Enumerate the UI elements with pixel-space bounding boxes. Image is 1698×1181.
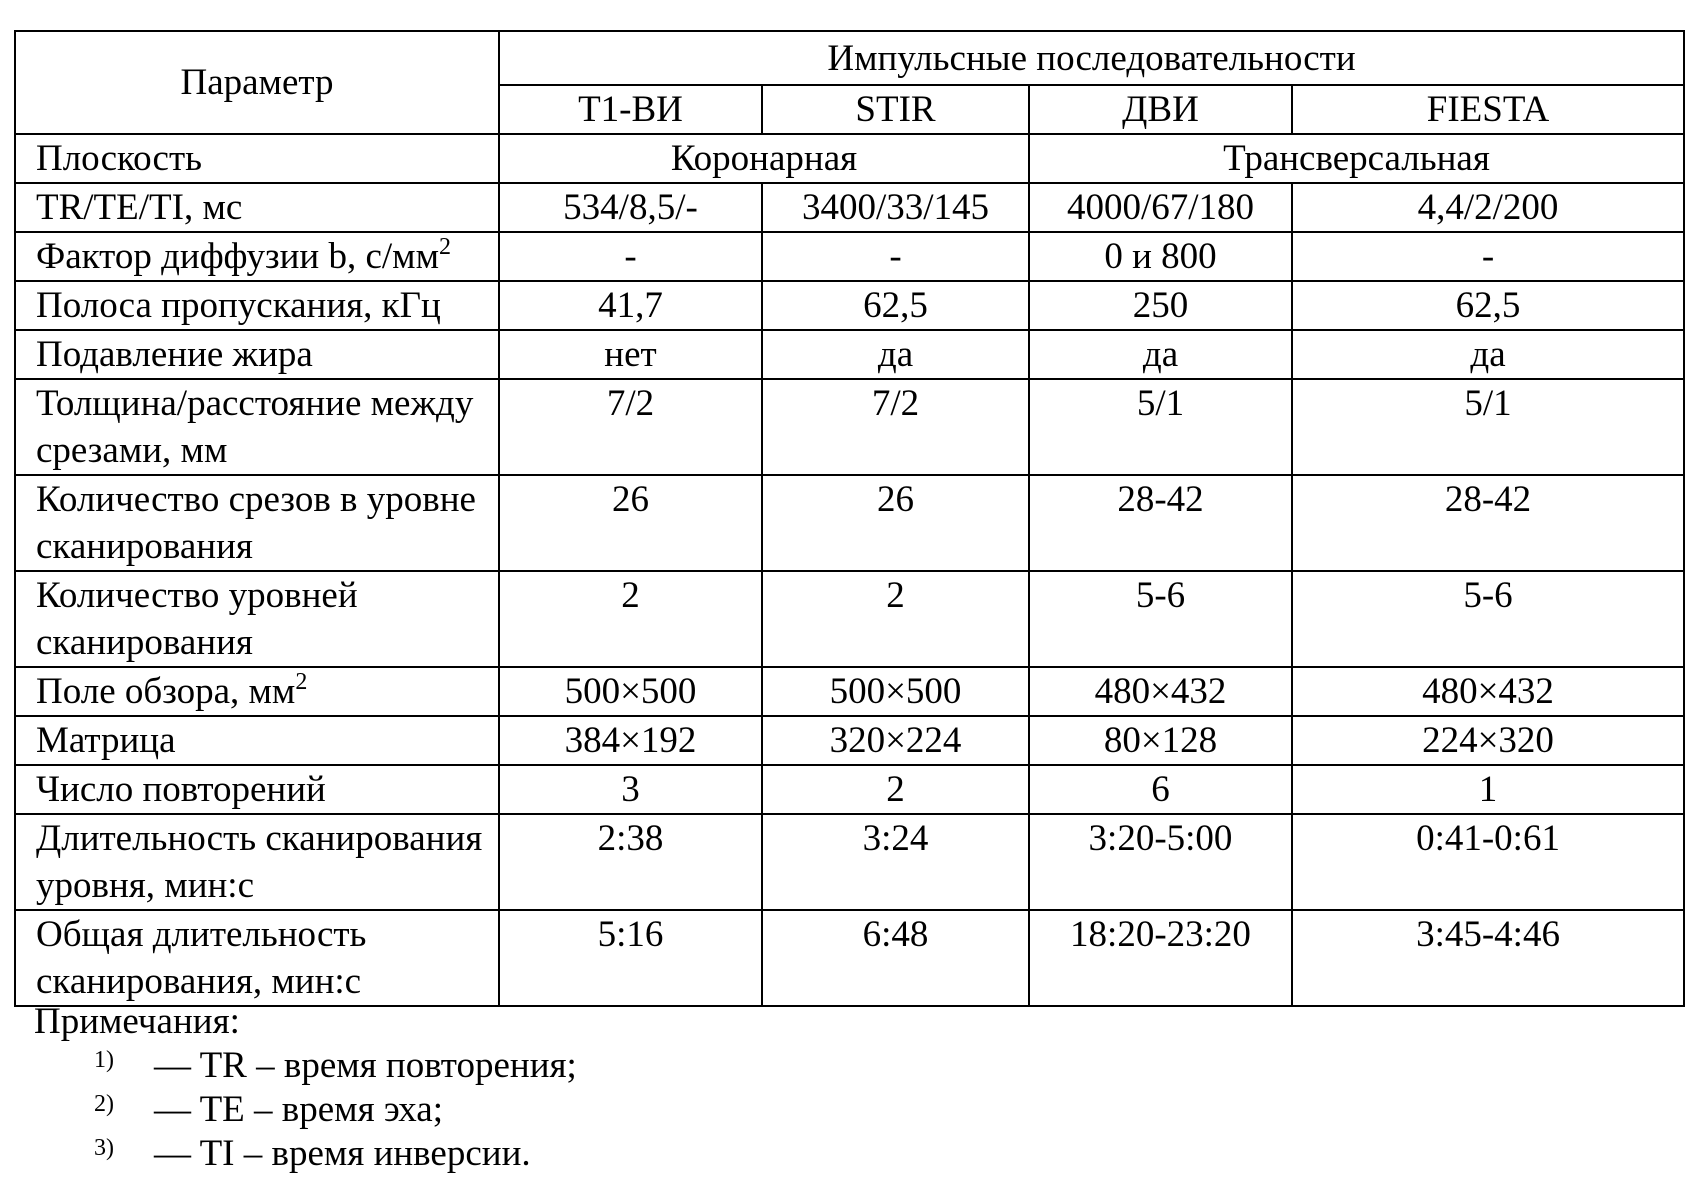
cell-t1: - — [499, 232, 762, 281]
cell-t1: 500×500 — [499, 667, 762, 716]
row-label — [15, 281, 499, 330]
table-row — [15, 330, 1684, 379]
cell-fiesta: 224×320 — [1292, 716, 1684, 765]
cell-t1: нет — [499, 330, 762, 379]
row-label-text: Подавление жира — [36, 334, 313, 375]
row-label — [15, 765, 499, 814]
table-row — [15, 379, 1684, 475]
cell-stir: 6:48 — [762, 910, 1029, 1006]
cell-t1: 5:16 — [499, 910, 762, 1006]
header-col-stir: STIR — [762, 85, 1029, 134]
cell-dwi: 80×128 — [1029, 716, 1292, 765]
note-text: — TE – время эха; — [154, 1089, 444, 1130]
row-label — [15, 330, 499, 379]
table-row — [15, 232, 1684, 281]
row-label-text: Число повторений — [36, 769, 326, 810]
header-col-fiesta: FIESTA — [1292, 85, 1684, 134]
row-label-text: Длительность сканирования уровня, мин:с — [36, 818, 483, 906]
cell-stir: 62,5 — [762, 281, 1029, 330]
header-col-t1: T1-ВИ — [499, 85, 762, 134]
note-item — [34, 1044, 577, 1088]
cell-t1: 3 — [499, 765, 762, 814]
cell-stir: 26 — [762, 475, 1029, 571]
cell-dwi: 6 — [1029, 765, 1292, 814]
cell-fiesta: 1 — [1292, 765, 1684, 814]
row-label — [15, 183, 499, 232]
table-row-plane — [15, 134, 1684, 183]
cell-dwi: 4000/67/180 — [1029, 183, 1292, 232]
plane-coronal: Коронарная — [499, 134, 1029, 183]
note-number: 1) — [94, 1047, 114, 1073]
cell-stir: 320×224 — [762, 716, 1029, 765]
header-col-dwi: ДВИ — [1029, 85, 1292, 134]
header-parameter: Параметр — [15, 31, 499, 134]
row-label — [15, 232, 499, 281]
cell-stir: 7/2 — [762, 379, 1029, 475]
cell-stir: 500×500 — [762, 667, 1029, 716]
cell-t1: 41,7 — [499, 281, 762, 330]
row-label-text: Матрица — [36, 720, 176, 761]
header-sequences-group: Импульсные последовательности — [499, 31, 1684, 85]
table-row — [15, 571, 1684, 667]
cell-fiesta: - — [1292, 232, 1684, 281]
cell-dwi: 0 и 800 — [1029, 232, 1292, 281]
table-row — [15, 814, 1684, 910]
table-row — [15, 281, 1684, 330]
cell-dwi: 28-42 — [1029, 475, 1292, 571]
cell-t1: 2 — [499, 571, 762, 667]
table-row — [15, 765, 1684, 814]
cell-fiesta: 4,4/2/200 — [1292, 183, 1684, 232]
table-row — [15, 910, 1684, 1006]
cell-stir: 3:24 — [762, 814, 1029, 910]
cell-dwi: 18:20-23:20 — [1029, 910, 1292, 1006]
cell-fiesta: 480×432 — [1292, 667, 1684, 716]
cell-fiesta: 62,5 — [1292, 281, 1684, 330]
cell-t1: 534/8,5/- — [499, 183, 762, 232]
cell-dwi: 250 — [1029, 281, 1292, 330]
row-label — [15, 910, 499, 1006]
cell-stir: - — [762, 232, 1029, 281]
row-label — [15, 667, 499, 716]
row-label-text: Фактор диффузии b, с/мм — [36, 236, 440, 277]
row-label-text: Количество срезов в уровне сканирования — [36, 479, 476, 567]
notes-title: Примечания: — [34, 1001, 240, 1042]
cell-dwi: да — [1029, 330, 1292, 379]
row-label-text: Толщина/расстояние между срезами, мм — [36, 383, 474, 471]
note-item — [34, 1132, 577, 1176]
note-text: — TR – время повторения; — [154, 1045, 577, 1086]
cell-t1: 384×192 — [499, 716, 762, 765]
row-label — [15, 814, 499, 910]
table-row — [15, 183, 1684, 232]
cell-fiesta: 5/1 — [1292, 379, 1684, 475]
cell-t1: 7/2 — [499, 379, 762, 475]
cell-fiesta: 0:41-0:61 — [1292, 814, 1684, 910]
sequence-parameters-table — [14, 30, 1685, 1007]
row-label — [15, 716, 499, 765]
superscript: 2 — [439, 234, 452, 260]
cell-t1: 26 — [499, 475, 762, 571]
cell-fiesta: 28-42 — [1292, 475, 1684, 571]
superscript: 2 — [295, 669, 308, 695]
row-label — [15, 475, 499, 571]
row-label — [15, 571, 499, 667]
cell-dwi: 5-6 — [1029, 571, 1292, 667]
cell-stir: 2 — [762, 765, 1029, 814]
row-label-text: Количество уровней сканирования — [36, 575, 358, 663]
table-row — [15, 667, 1684, 716]
cell-dwi: 3:20-5:00 — [1029, 814, 1292, 910]
cell-fiesta: да — [1292, 330, 1684, 379]
cell-t1: 2:38 — [499, 814, 762, 910]
cell-stir: да — [762, 330, 1029, 379]
row-label-text: TR/TE/TI, мс — [36, 187, 243, 228]
note-item — [34, 1088, 577, 1132]
row-label: Плоскость — [15, 134, 499, 183]
note-number: 2) — [94, 1091, 114, 1117]
table-row — [15, 475, 1684, 571]
table-row — [15, 716, 1684, 765]
plane-transverse: Трансверсальная — [1029, 134, 1684, 183]
cell-stir: 3400/33/145 — [762, 183, 1029, 232]
row-label-text: Полоса пропускания, кГц — [36, 285, 441, 326]
cell-dwi: 480×432 — [1029, 667, 1292, 716]
cell-dwi: 5/1 — [1029, 379, 1292, 475]
row-label-text: Общая длительность сканирования, мин:с — [36, 914, 367, 1002]
note-number: 3) — [94, 1135, 114, 1161]
cell-fiesta: 5-6 — [1292, 571, 1684, 667]
cell-stir: 2 — [762, 571, 1029, 667]
cell-fiesta: 3:45-4:46 — [1292, 910, 1684, 1006]
notes-block — [34, 1000, 577, 1176]
row-label — [15, 379, 499, 475]
row-label-text: Поле обзора, мм — [36, 671, 296, 712]
note-text: — TI – время инверсии. — [154, 1133, 531, 1174]
